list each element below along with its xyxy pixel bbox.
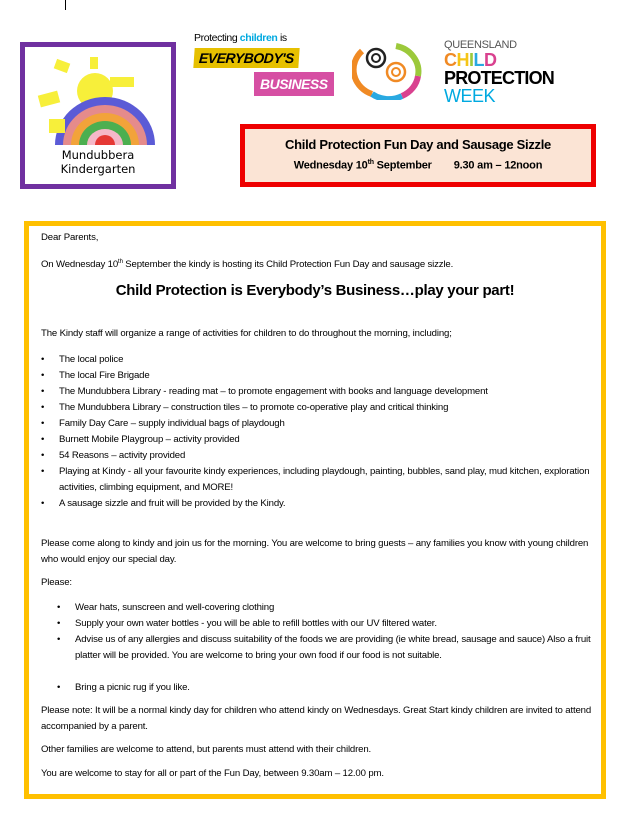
activity-item: • The Mundubbera Library – construction tiles – to promote co-operative play and critical thinking [41,402,449,413]
text-cursor [65,0,66,10]
others-paragraph: Other families are welcome to attend, but parents must attend with their children. [41,744,372,755]
activity-item: • The local police [41,354,124,365]
rainbow-sun-icon [25,47,171,147]
invite-paragraph: Please come along to kindy and join us for the morning. You are welcome to bring guests – any families you know with young children who would enjoy our special day. [41,538,589,565]
event-title: Child Protection Fun Day and Sausage Sizzle [285,137,551,152]
activity-item: • Burnett Mobile Playgroup – activity provided [41,434,240,445]
kindergarten-logo [20,42,176,189]
activity-item: • A sausage sizzle and fruit will be provided by the Kindy. [41,498,286,509]
letter-body [24,221,606,799]
activity-item: • The local Fire Brigade [41,370,150,381]
letter-heading: Child Protection is Everybody’s Business…play your part! [115,282,515,299]
event-time: 9.30 am – 12noon [453,159,543,172]
activity-item: • 54 Reasons – activity provided [41,450,186,461]
request-item: • Bring a picnic rug if you like. [57,682,190,693]
kindergarten-name-line2: Kindergarten [60,162,136,176]
activity-item: • Family Day Care – supply individual bags of playdough [41,418,285,429]
note-paragraph: Please note: It will be a normal kindy day for children who attend kindy on Wednesdays. Great Start kindy children are invited to attend accompanied by a parent. [41,705,592,732]
stay-paragraph: You are welcome to stay for all or part of the Fun Day, between 9.30am – 12.00 pm. [41,768,384,779]
event-datetime: Wednesday 10th September 9.30 am – 12noon [293,159,543,172]
logo-text: Protecting [194,32,240,44]
please-label: Please: [41,577,72,588]
qcpw-protection: PROTECTION [444,68,555,88]
logo-text-highlight: children [239,32,278,44]
everybodys-business-logo [192,32,342,102]
logo-business: BUSINESS [254,72,334,96]
activities-intro: The Kindy staff will organize a range of activities for children to do throughout the morning, including; [41,328,452,339]
qcpw-child: CHILD [444,50,497,70]
activity-item: • Playing at Kindy - all your favourite kindy experiences, including playdough, painting, bubbles, sand play, mud kitchen, exploration activities, climbing equipment, and MORE! [41,466,590,493]
activity-item: • The Mundubbera Library - reading mat – to promote engagement with books and language development [41,386,488,397]
event-banner [240,124,596,187]
child-protection-week-emblem-icon [352,36,424,100]
logo-text: is [277,32,287,44]
request-item: • Supply your own water bottles - you will be able to refill bottles with our UV filtered water. [57,618,437,629]
qcpw-week: WEEK [444,86,496,106]
request-item: • Advise us of any allergies and discuss suitability of the foods we are providing (ie white bread, sausage and sauce) Also a fruit platter will be provided. You are welcome to bring your own food if our food is not suitable. [57,634,591,661]
logo-everybodys: EVERYBODY'S [193,48,299,68]
request-item: • Wear hats, sunscreen and well-covering clothing [57,602,275,613]
intro: On Wednesday 10th September the kindy is hosting its Child Protection Fun Day and sausage sizzle. [41,259,454,271]
qcpw-logo [444,40,554,105]
qcpw-queensland: QUEENSLAND [444,39,517,51]
kindergarten-name-line1: Mundubbera [61,148,135,162]
greeting: Dear Parents, [41,232,99,243]
